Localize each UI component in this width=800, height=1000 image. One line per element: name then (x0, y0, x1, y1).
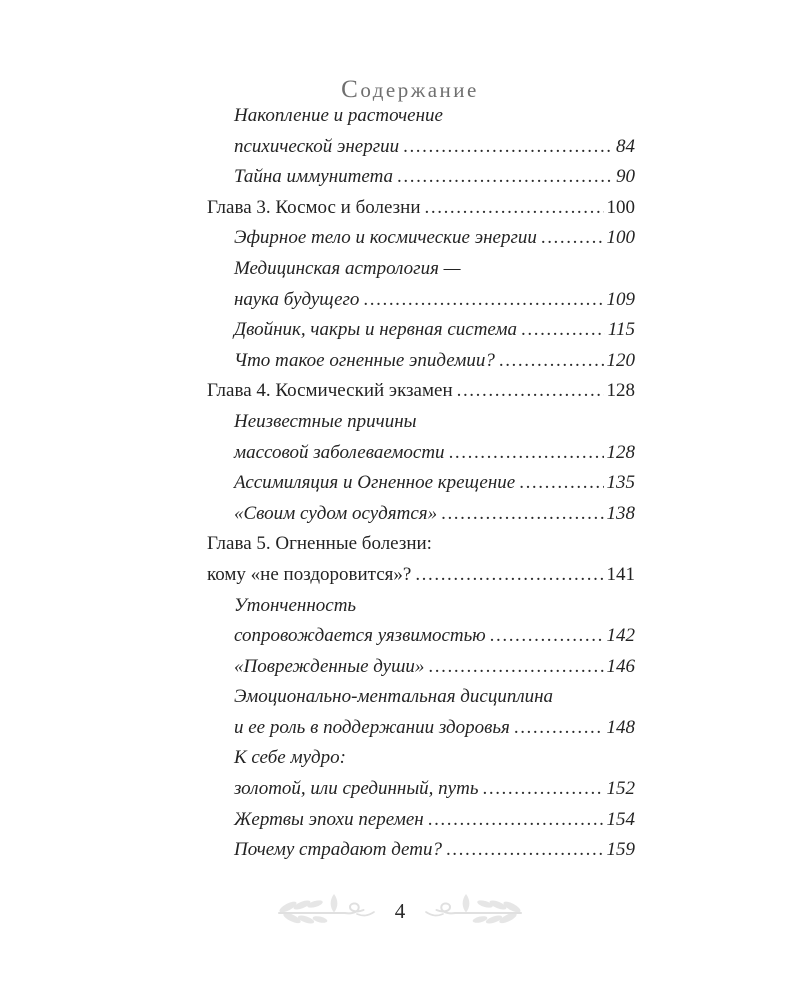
toc-entry-title: «Своим судом осудятся» (234, 502, 438, 524)
dot-leader (425, 193, 604, 224)
toc-entry-page: 142 (606, 625, 635, 647)
toc-entry-line (234, 591, 635, 622)
dot-leader (457, 376, 604, 407)
toc-entry (207, 407, 635, 468)
toc-entry-page: 152 (606, 778, 635, 800)
toc-entry-page: 90 (616, 166, 635, 188)
toc-entry-line (234, 682, 635, 713)
flourish-left-icon (277, 892, 377, 930)
toc-entry-line (234, 346, 635, 377)
dot-leader (428, 805, 604, 836)
toc-entry-line (234, 285, 635, 316)
toc-entry-title: «Поврежденные души» (234, 655, 425, 677)
toc-entry-page: 100 (606, 196, 635, 218)
toc-entry (207, 743, 635, 804)
toc-entry-title: и ее роль в поддержании здоровья (234, 716, 510, 738)
toc-entry-page: 138 (606, 502, 635, 524)
toc-entry-title: Медицинская астрология — (234, 257, 461, 279)
toc-entry-line (234, 407, 635, 438)
toc-entry (207, 223, 635, 254)
toc-entry-page: 148 (606, 716, 635, 738)
toc-entry-line (234, 223, 635, 254)
toc-entry-title: наука будущего (234, 288, 360, 310)
toc-entry-title: К себе мудро: (234, 747, 346, 769)
toc-entry-line (234, 438, 635, 469)
toc-entry (207, 315, 635, 346)
toc-entry-line (207, 376, 635, 407)
toc-entry (207, 376, 635, 407)
toc-entry-title: сопровождается уязвимостью (234, 625, 486, 647)
toc-entry-title: Глава 3. Космос и болезни (207, 196, 421, 218)
toc-entry-page: 141 (606, 563, 635, 585)
page-number: 4 (394, 898, 406, 923)
toc-entry-page: 120 (606, 349, 635, 371)
dot-leader (499, 346, 604, 377)
toc-entry (207, 193, 635, 224)
toc-entry-line (234, 499, 635, 530)
toc-entry (207, 652, 635, 683)
toc-entry-page: 109 (606, 288, 635, 310)
toc-entry-line (234, 743, 635, 774)
toc-entry-line (234, 162, 635, 193)
toc-entry (207, 805, 635, 836)
dot-leader (441, 499, 603, 530)
toc-entry-title: Эфирное тело и космические энергии (234, 227, 537, 249)
toc-entry-page: 159 (606, 839, 635, 861)
dot-leader (514, 713, 604, 744)
toc-entry-page: 100 (606, 227, 635, 249)
toc-entry-title: Накопление и расточение (234, 105, 443, 126)
toc-entry-line (207, 529, 635, 560)
toc-entry (207, 254, 635, 315)
toc-entry-line (234, 101, 635, 132)
toc-entry-line (234, 774, 635, 805)
toc-entry-page: 135 (606, 472, 635, 494)
dot-leader (415, 560, 603, 591)
toc-entry-line (234, 621, 635, 652)
toc-entry-title: психической энергии (234, 135, 400, 157)
toc-entry-title: Что такое огненные эпидемии? (234, 349, 495, 371)
toc-entry-page: 154 (606, 808, 635, 830)
toc-entry-title: Жертвы эпохи перемен (234, 808, 424, 830)
toc-entry-line (234, 254, 635, 285)
dot-leader (397, 162, 613, 193)
toc-entry-title: Глава 4. Космический экзамен (207, 380, 453, 402)
dot-leader (541, 223, 604, 254)
toc-entry (207, 346, 635, 377)
toc-entry-page: 115 (607, 319, 635, 341)
toc-entry-title: Глава 5. Огненные болезни: (207, 533, 432, 555)
toc-entry-title: Двойник, чакры и нервная система (234, 319, 518, 341)
dot-leader (483, 774, 604, 805)
toc-entry-title: Эмоционально-ментальная дисциплина (234, 686, 554, 708)
dot-leader (403, 132, 613, 163)
toc-list (207, 101, 635, 866)
toc-entry (207, 682, 635, 743)
toc-entry-title: массовой заболеваемости (234, 441, 445, 463)
toc-entry-title: золотой, или срединный, путь (234, 778, 479, 800)
toc-entry-title: Почему страдают дети? (234, 839, 442, 861)
toc-entry-line (234, 315, 635, 346)
toc-entry (207, 591, 635, 652)
toc-entry-page: 84 (616, 135, 635, 157)
toc-entry (207, 499, 635, 530)
toc-entry-page: 128 (606, 380, 635, 402)
toc-entry-title: Тайна иммунитета (234, 166, 394, 188)
toc-entry-title: кому «не поздоровится»? (207, 563, 412, 585)
toc-entry-line (207, 560, 635, 591)
toc-entry-line (234, 132, 635, 163)
dot-leader (449, 438, 604, 469)
toc-entry-line (207, 193, 635, 224)
toc-entry-page: 146 (606, 655, 635, 677)
dot-leader (363, 285, 603, 316)
dot-leader (521, 315, 605, 346)
toc-entry-line (234, 835, 635, 866)
toc-entry (207, 162, 635, 193)
toc-entry-line (234, 713, 635, 744)
toc-entry-page: 128 (606, 441, 635, 463)
dot-leader (519, 468, 603, 499)
toc-entry-title: Ассимиляция и Огненное крещение (234, 472, 516, 494)
flourish-right-icon (423, 892, 523, 930)
toc-entry-title: Утонченность (234, 594, 357, 616)
dot-leader (490, 621, 604, 652)
dot-leader (446, 835, 604, 866)
toc-entry (207, 468, 635, 499)
toc-entry (207, 101, 635, 162)
toc-entry (207, 529, 635, 590)
page-title: Содержание (341, 76, 479, 103)
page-footer (0, 892, 800, 930)
toc-entry (207, 835, 635, 866)
toc-entry-line (234, 805, 635, 836)
toc-entry-line (234, 652, 635, 683)
toc-entry-title: Неизвестные причины (234, 410, 417, 432)
dot-leader (428, 652, 603, 683)
toc-entry-line (234, 468, 635, 499)
